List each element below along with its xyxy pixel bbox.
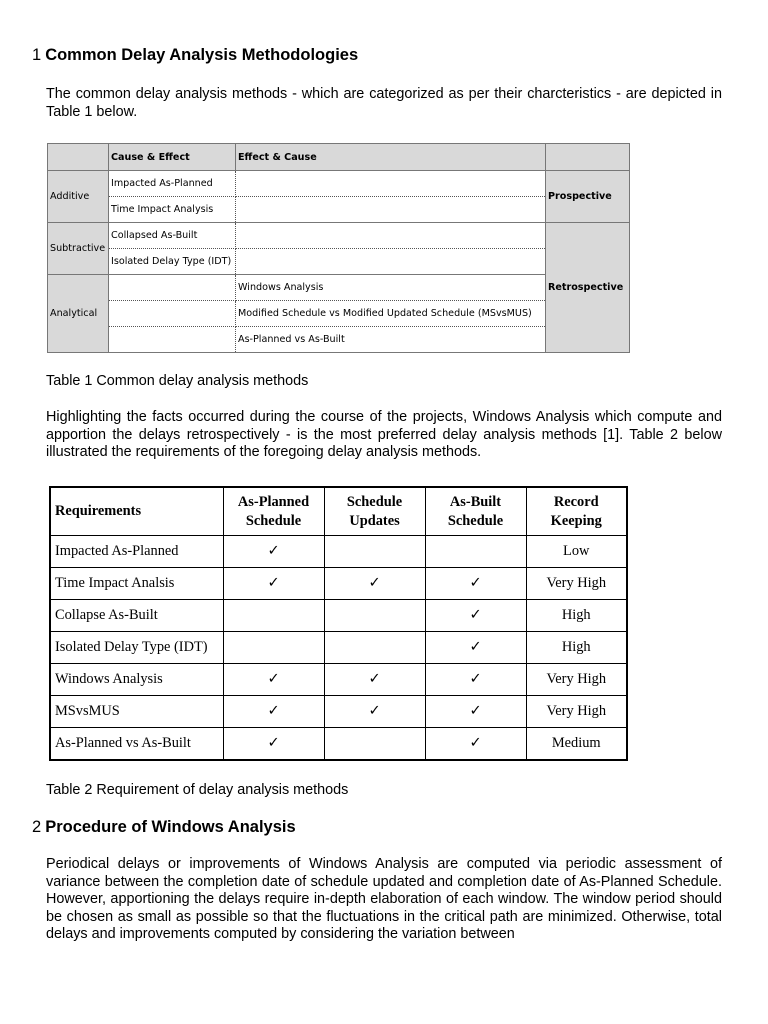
table-row	[50, 632, 627, 664]
table2-record-keeping-cell: Very High	[526, 696, 627, 728]
check-icon: ✓	[324, 696, 425, 728]
table2-record-keeping-cell: Very High	[526, 568, 627, 600]
table1-cell-empty	[109, 275, 236, 301]
table2-header-record-keeping: Record Keeping	[526, 487, 627, 536]
check-icon: ✓	[425, 728, 526, 761]
table1-group-analytical: Analytical	[48, 275, 109, 353]
table1-cell-empty	[236, 249, 546, 275]
table1-cell-empty	[236, 171, 546, 197]
table1-cell-empty	[109, 327, 236, 353]
table1-timing-retrospective: Retrospective	[546, 223, 630, 353]
table2-cell	[324, 536, 425, 568]
table2-record-keeping-cell: Low	[526, 536, 627, 568]
table1-cell-time-impact: Time Impact Analysis	[109, 197, 236, 223]
table2-method-cell: Windows Analysis	[50, 664, 223, 696]
table1-header-empty	[546, 144, 630, 171]
check-icon: ✓	[425, 632, 526, 664]
table2-cell	[223, 600, 324, 632]
table-row	[50, 536, 627, 568]
table1-cell-windows: Windows Analysis	[236, 275, 546, 301]
table-1-caption: Table 1 Common delay analysis methods	[46, 373, 309, 389]
check-icon: ✓	[223, 568, 324, 600]
check-icon: ✓	[223, 728, 324, 761]
check-icon: ✓	[324, 568, 425, 600]
table2-header-as-built: As-Built Schedule	[425, 487, 526, 536]
section-2-paragraph: Periodical delays or improvements of Windows Analysis are computed via periodic assessment of variance between the completion date of schedule updated and completion date of As-Planned Schedule. However, apportioning the delays require in-depth elaboration of each window. The window period should be chosen as small as possible so that the fluctuations in the critical path are minimized. Otherwise, total delays and improvements computed by considering the variation between	[46, 856, 722, 942]
table-1	[47, 143, 630, 353]
table1-timing-prospective: Prospective	[546, 171, 630, 223]
check-icon: ✓	[223, 536, 324, 568]
table-row	[50, 664, 627, 696]
table-row	[50, 696, 627, 728]
check-icon: ✓	[425, 600, 526, 632]
section-1-paragraph: The common delay analysis methods - which are categorized as per their charcteristics - are depicted in Table 1 below.	[46, 86, 722, 120]
check-icon: ✓	[425, 568, 526, 600]
table1-cell-impacted: Impacted As-Planned	[109, 171, 236, 197]
check-icon: ✓	[425, 664, 526, 696]
table1-cell-empty	[236, 223, 546, 249]
table-row	[50, 568, 627, 600]
section-1-heading	[32, 46, 358, 65]
table1-corner-cell	[48, 144, 109, 171]
table1-group-subtractive: Subtractive	[48, 223, 109, 275]
table2-header-requirements: Requirements	[50, 487, 223, 536]
section-1-title: Common Delay Analysis Methodologies	[45, 46, 359, 64]
table2-method-cell: As-Planned vs As-Built	[50, 728, 223, 761]
paragraph-2: Highlighting the facts occurred during the course of the projects, Windows Analysis which compute and apportion the delays retrospectively - is the most preferred delay analysis methods [1]. Table 2 below illustrated the requirements of the foregoing delay analysis methods.	[46, 409, 722, 460]
table2-header-schedule-updates: Schedule Updates	[324, 487, 425, 536]
section-1-number: 1	[32, 46, 42, 64]
table2-record-keeping-cell: High	[526, 600, 627, 632]
table1-cell-empty	[109, 301, 236, 327]
check-icon: ✓	[223, 696, 324, 728]
table2-record-keeping-cell: Very High	[526, 664, 627, 696]
table2-record-keeping-cell: High	[526, 632, 627, 664]
section-2-title: Procedure of Windows Analysis	[45, 818, 296, 836]
table-row	[50, 728, 627, 761]
table2-cell	[324, 600, 425, 632]
table2-cell	[425, 536, 526, 568]
table1-group-additive: Additive	[48, 171, 109, 223]
table2-cell	[223, 632, 324, 664]
check-icon: ✓	[223, 664, 324, 696]
table1-cell-isolated: Isolated Delay Type (IDT)	[109, 249, 236, 275]
table1-cell-modified: Modified Schedule vs Modified Updated Schedule (MSvsMUS)	[236, 301, 546, 327]
table-2	[49, 486, 628, 761]
table-2-caption: Table 2 Requirement of delay analysis methods	[46, 782, 349, 798]
table2-method-cell: MSvsMUS	[50, 696, 223, 728]
check-icon: ✓	[324, 664, 425, 696]
table2-method-cell: Collapse As-Built	[50, 600, 223, 632]
check-icon: ✓	[425, 696, 526, 728]
table2-cell	[324, 728, 425, 761]
table2-record-keeping-cell: Medium	[526, 728, 627, 761]
table2-method-cell: Impacted As-Planned	[50, 536, 223, 568]
table1-cell-as-planned-built: As-Planned vs As-Built	[236, 327, 546, 353]
table2-cell	[324, 632, 425, 664]
table1-cell-collapsed: Collapsed As-Built	[109, 223, 236, 249]
table2-header-as-planned: As-Planned Schedule	[223, 487, 324, 536]
table1-cell-empty	[236, 197, 546, 223]
table2-method-cell: Isolated Delay Type (IDT)	[50, 632, 223, 664]
table2-method-cell: Time Impact Analsis	[50, 568, 223, 600]
table1-header-effect-cause: Effect & Cause	[236, 144, 546, 171]
table-row	[50, 600, 627, 632]
section-2-heading	[32, 818, 296, 837]
table1-header-cause-effect: Cause & Effect	[109, 144, 236, 171]
section-2-number: 2	[32, 818, 42, 836]
